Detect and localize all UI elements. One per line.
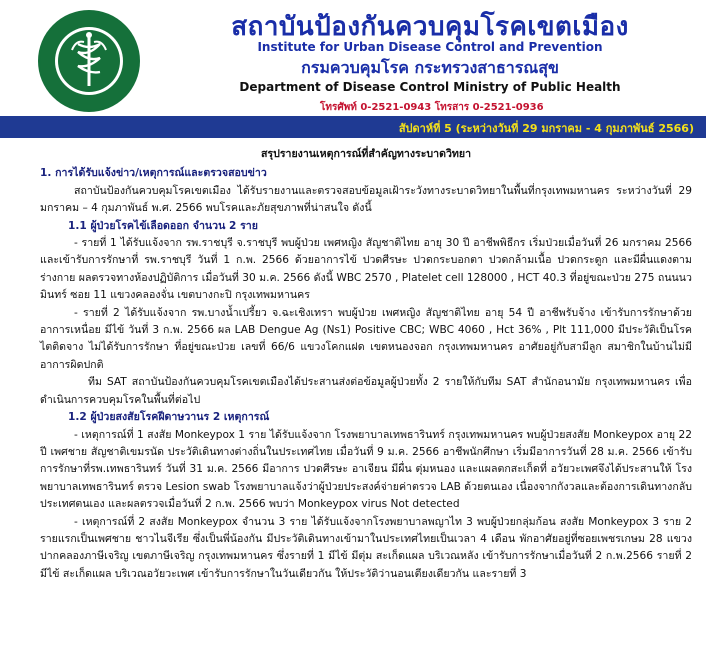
week-label: สัปดาห์ที่ 5 (ระหว่างวันที่ 29 มกราคม - 4 กุมภาพันธ์ 2566): [398, 122, 694, 135]
sat-note: ทีม SAT สถาบันป้องกันควบคุมโรคเขตเมืองได้ประสานส่งต่อข้อมูลผู้ป่วยทั้ง 2 รายให้กับทีม SAT สำนักอนามัย กรุงเทพมหานคร เพื่อดำเนินการควบคุมโรคในพื้นที่ต่อไป: [40, 376, 692, 406]
dept-english-name: Department of Disease Control Ministry of Public Health: [239, 80, 621, 94]
report-title: สรุปรายงานเหตุการณ์ที่สำคัญทางระบาดวิทยา: [260, 148, 472, 160]
dengue-case-2: - รายที่ 2 ได้รับแจ้งจาก รพ.บางน้ำเปรี้ยว จ.ฉะเชิงเทรา พบผู้ป่วย เพศหญิง สัญชาติไทย อายุ 54 ปี อาชีพรับจ้าง เข้ารับการรักษาด้วยอาการเหนื่อย มีไข้ วันที่ 3 ก.พ. 2566 ผล LAB Dengue Ag (Ns1) Positive CBC; WBC 4060 , Hct 36% , Plt 111,000 มีประวัติเป็นโรคไตติดจาง ไม่ได้รับการรักษา ที่อยู่ขณะป่วย เลขที่ 66/6 แขวงโคกแฝด เขตหนองจอก กรุงเทพมหานคร อาศัยอยู่กับสามีลูก สมาชิกในบ้านไม่มีอาการผิดปกติ: [40, 306, 692, 371]
monkeypox-event-2: - เหตุการณ์ที่ 2 สงสัย Monkeypox จำนวน 3 ราย ได้รับแจ้งจากโรงพยาบาลพญาไท 3 พบผู้ป่วยกลุ่มก้อน สงสัย Monkeypox 3 ราย 2 รายแรกเป็นเพศชาย ชาวไนจีเรีย ซึ่งเป็นพี่น้องกัน มีประวัติเดินทางเข้ามาในประเทศไทยเป็นเวลา 4 เดือน พักอาศัยอยู่ที่ซอยเพชรเกษม 28 แขวงปากคลองภาษีเจริญ เขตภาษีเจริญ กรุงเทพมหานคร ซึ่งรายที่ 1 มีไข้ มีตุ่ม สะเก็ดแผล บริเวณหลัง เข้ารับการรักษาเมื่อวันที่ 2 ก.พ.2566 รายที่ 2 มีไข้ สะเก็ดแผล บริเวณอวัยวะเพศ เข้ารับการรักษาในวันเดียวกัน ให้ประวัติว่านอนเตียงเดียวกัน และรายที่ 3: [40, 515, 692, 580]
ministry-logo: [38, 10, 140, 112]
monkeypox-event-1: - เหตุการณ์ที่ 1 สงสัย Monkeypox 1 ราย ได้รับแจ้งจาก โรงพยาบาลเทพธารินทร์ กรุงเทพมหานคร พบผู้ป่วยสงสัย Monkeypox อายุ 22 ปี เพศชาย สัญชาติเขมรนัด ประวัติเดินทางต่างถิ่นในประเทศไทย เมื่อวันที่ 9 ม.ค. 2566 อาชีพนักศึกษา เริ่มมีอาการวันที่ 28 ม.ค. 2566 เข้ารับการรักษาที่รพ.เทพธารินทร์ วันที่ 31 ม.ค. 2566 มีอาการ ปวดศีรษะ อาเจียน มีผื่น ตุ่มหนอง และแผลตกสะเก็ดที่ อวัยวะเพศจึงได้ประสานให้ โรงพยาบาลเทพธารินทร์ ตรวจ Lesion swab โรงพยาบาลแจ้งว่าผู้ป่วยประสงค์จ่ายค่าตรวจ LAB ด้วยตนเอง เนื่องจากกังวลและต้องการเดินทางกลับประเทศตนเอง และผลตรวจเมื่อวันที่ 2 ก.พ. 2566 พบว่า Monkeypox virus Not detected: [40, 428, 692, 511]
intro-paragraph: สถาบันป้องกันควบคุมโรคเขตเมือง ได้รับรายงานและตรวจสอบข้อมูลเฝ้าระวังทางระบาดวิทยาในพื้นที่กรุงเทพมหานคร ระหว่างวันที่ 29 มกราคม – 4 กุมภาพันธ์ พ.ศ. 2566 พบโรคและภัยสุขภาพที่น่าสนใจ ดังนี้: [40, 184, 692, 215]
org-english-name: Institute for Urban Disease Control and Prevention: [257, 40, 603, 54]
subsection-heading-dengue: 1.1 ผู้ป่วยโรคไข้เลือดออก จำนวน 2 ราย: [68, 219, 258, 232]
report-body: [40, 146, 692, 583]
contact-phone: โทรศัพท์ 0-2521-0943 โทรสาร 0-2521-0936: [320, 102, 544, 113]
subsection-heading-monkeypox: 1.2 ผู้ป่วยสงสัยโรคฝีดาษวานร 2 เหตุการณ์: [68, 411, 270, 424]
ministry-seal-icon: [38, 10, 140, 112]
week-banner: [0, 116, 706, 138]
org-thai-name: สถาบันป้องกันควบคุมโรคเขตเมือง: [231, 12, 629, 42]
dept-thai-name: กรมควบคุมโรค กระทรวงสาธารณสุข: [301, 58, 559, 77]
report-header: [0, 0, 706, 135]
section-heading: 1. การได้รับแจ้งข่าว/เหตุการณ์และตรวจสอบข่าว: [40, 167, 267, 180]
dengue-case-1: - รายที่ 1 ได้รับแจ้งจาก รพ.ราชบุรี จ.ราชบุรี พบผู้ป่วย เพศหญิง สัญชาติไทย อายุ 30 ปี อาชีพพิธีกร เริ่มป่วยเมื่อวันที่ 26 มกราคม 2566 และเข้ารับการรักษาที่ รพ.ราชบุรี วันที่ 1 ก.พ. 2566 ด้วยอาการไข้ ปวดศีรษะ ปวดกระบอกตา ปวดกล้ามเนื้อ ปวดกระดูก และมีผื่นแดงตามร่างกาย ผลตรวจทางห้องปฏิบัติการ เมื่อวันที่ 30 ม.ค. 2566 ดังนี้ WBC 2570 , Platelet cell 128000 , HCT 40.3 ที่อยู่ขณะป่วย 275 ถนนนวมินทร์ ซอย 11 แขวงคลองจั่น เขตบางกะปิ กรุงเทพมหานคร: [40, 237, 692, 302]
